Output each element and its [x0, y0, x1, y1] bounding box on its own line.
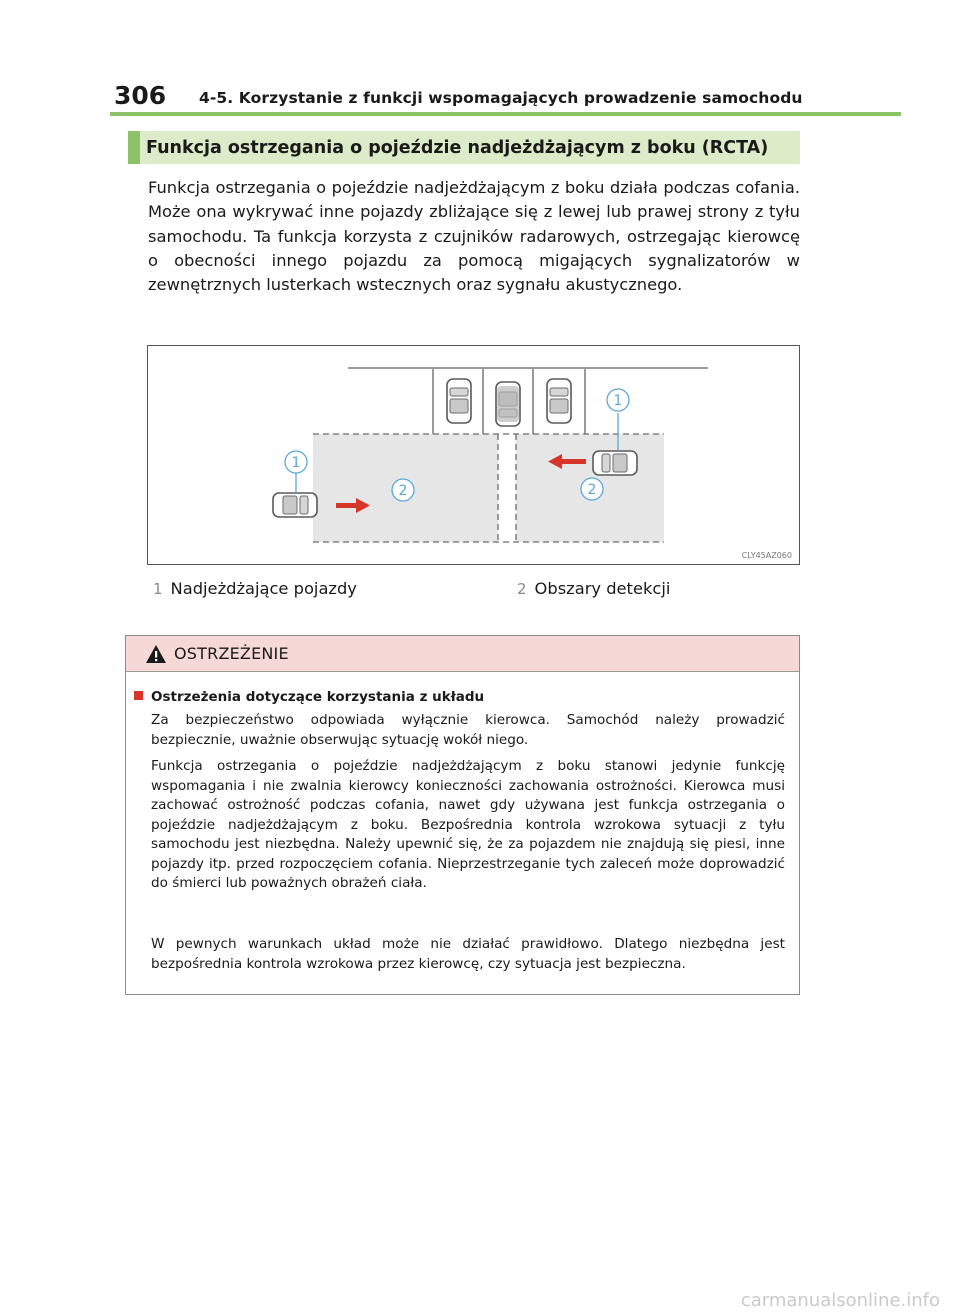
page-number: 306 — [114, 81, 167, 110]
intro-paragraph: Funkcja ostrzegania o pojeździe nadjeżdżającym z boku działa podczas cofania. Może ona wykrywać inne pojazdy zbliżające się z lewej lub prawej strony z tyłu samochodu. Ta funkcja korzysta z czujników radarowych, ostrzegając kierowcę o obecności innego pojazdu za pomocą migających sygnalizatorów w zewnętrznych lusterkach wstecznych oraz sygnału akustycznego. — [148, 178, 800, 295]
legend-label: Obszary detekcji — [534, 579, 671, 598]
warning-header — [126, 636, 799, 672]
legend-label: Nadjeżdżające pojazdy — [170, 579, 357, 598]
warning-subheading-text: Ostrzeżenia dotyczące korzystania z układu — [151, 689, 485, 705]
footer-watermark: carmanualsonline.info — [740, 1290, 940, 1311]
approaching-vehicle-right — [593, 451, 637, 475]
legend-number: 1 — [153, 580, 163, 598]
callout-label-1-left: 1 — [291, 455, 301, 471]
rcta-diagram-svg — [148, 346, 799, 564]
warning-paragraph-2: Funkcja ostrzegania o pojeździe nadjeżdżającym z boku stanowi jedynie funkcję wspomagania i nie zwalnia kierowcy konieczności zachowania ostrożności. Kierowca musi zachować ostrożność podczas cofania, nawet gdy używana jest funkcja ostrzegania o pojeździe nadjeżdżającym z boku. Bezpośrednia kontrola wzrokowa sytuacji z tyłu samochodu jest niezbędna. Należy upewnić się, że za pojazdem nie znajdują się piesi, inne pojazdy itp. przed rozpoczęciem cofania. Nieprzestrzeganie tych zaleceń może doprowadzić do śmierci lub poważnych obrażeń ciała. — [151, 758, 785, 891]
legend-number: 2 — [517, 580, 527, 598]
callout-label-2-right: 2 — [587, 482, 597, 498]
approaching-vehicle-left — [273, 493, 317, 517]
warning-subheading — [134, 688, 484, 706]
figure-code: CLY45AZ060 — [741, 551, 792, 560]
warning-title: OSTRZEŻENIE — [174, 644, 289, 663]
section-heading — [128, 131, 800, 164]
bullet-square-icon — [134, 691, 143, 700]
reversing-vehicle — [496, 382, 520, 426]
warning-paragraph-1: Za bezpieczeństwo odpowiada wyłącznie kierowca. Samochód należy prowadzić bezpiecznie, uważnie obserwując sytuację wokół niego. — [151, 712, 785, 748]
header-rule — [110, 112, 901, 116]
callout-label-1-right: 1 — [613, 393, 623, 409]
section-title: Funkcja ostrzegania o pojeździe nadjeżdżającym z boku (RCTA) — [146, 138, 769, 158]
chapter-title: 4-5. Korzystanie z funkcji wspomagających prowadzenie samochodu — [199, 89, 803, 107]
parked-car-left — [447, 379, 471, 423]
warning-paragraph-3: W pewnych warunkach układ może nie działać prawidłowo. Dlatego niezbędna jest bezpośrednia kontrola wzrokowa przez kierowcę, czy sytuacja jest bezpieczna. — [151, 936, 785, 972]
rcta-diagram — [147, 345, 800, 565]
warning-box — [125, 635, 800, 995]
callout-label-2-left: 2 — [398, 483, 408, 499]
warning-triangle-icon — [145, 644, 167, 664]
parking-lines — [348, 368, 708, 434]
parked-car-right — [547, 379, 571, 423]
legend-item-1 — [153, 577, 357, 601]
legend-item-2 — [517, 577, 670, 601]
